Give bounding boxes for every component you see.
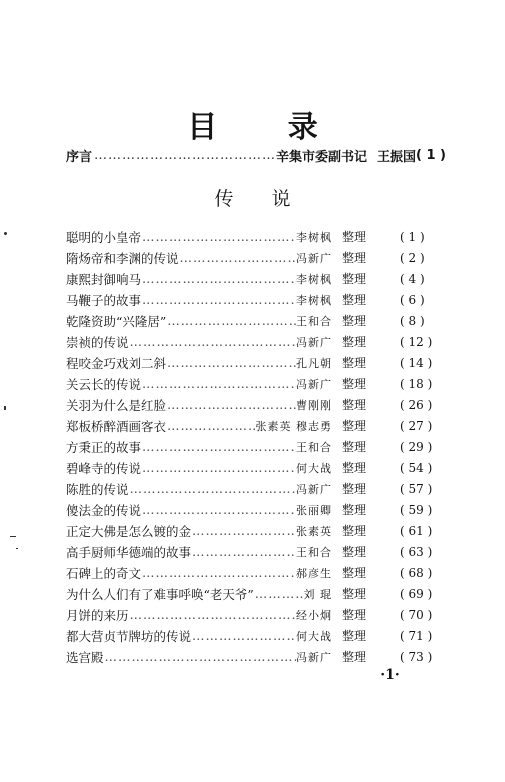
entry-title: 隋炀帝和李渊的传说 (66, 250, 179, 266)
toc-entry (66, 289, 442, 310)
entry-role: 整理 (342, 398, 367, 412)
entry-author: 何大战 (296, 629, 332, 643)
entry-title: 都大营贞节牌坊的传说 (66, 628, 192, 644)
leader-dots (166, 397, 296, 412)
entry-page: ( 71 ) (400, 628, 433, 643)
entry-page: ( 68 ) (400, 565, 433, 580)
entry-title: 月饼的来历 (66, 607, 129, 623)
entry-role: 整理 (342, 251, 367, 265)
leader-dots (129, 481, 296, 496)
entry-title: 石碑上的奇文 (66, 565, 142, 581)
toc-entry (66, 646, 442, 667)
entry-author: 冯新广 (296, 650, 332, 664)
leader-dots (179, 250, 296, 265)
toc-entry (66, 520, 442, 541)
entry-page: ( 27 ) (400, 418, 433, 433)
toc-entry (66, 478, 442, 499)
preface-label: 序言 (66, 149, 93, 165)
toc-entry (66, 625, 442, 646)
toc-entry (66, 268, 442, 289)
entry-page: ( 1 ) (400, 229, 425, 244)
entry-title: 崇祯的传说 (66, 334, 129, 350)
leader-dots (141, 292, 296, 307)
entry-page: ( 14 ) (400, 355, 433, 370)
entry-author: 张素英 (296, 524, 332, 538)
entry-role: 整理 (342, 650, 367, 664)
entry-author: 经小炯 (296, 608, 332, 622)
toc-entry (66, 457, 442, 478)
toc-entry (66, 499, 442, 520)
entry-page: ( 6 ) (400, 292, 425, 307)
entry-role: 整理 (342, 545, 367, 559)
entry-page: ( 57 ) (400, 481, 433, 496)
entry-title: 为什么人们有了难事呼唤“老天爷” (66, 586, 254, 602)
entry-role: 整理 (342, 608, 367, 622)
entry-role: 整理 (342, 314, 367, 328)
entry-role: 整理 (342, 356, 367, 370)
toc-entry (66, 310, 442, 331)
entry-title: 关羽为什么是红脸 (66, 397, 167, 413)
entry-page: ( 4 ) (400, 271, 425, 286)
entry-author: 王和合 (296, 545, 332, 559)
entry-author: 王和合 (296, 440, 332, 454)
toc-entry (66, 394, 442, 415)
scan-speck (16, 548, 18, 549)
entry-page: ( 2 ) (400, 250, 425, 265)
entry-role: 整理 (342, 335, 367, 349)
toc-entry (66, 436, 442, 457)
preface-author-role: 辛集市委副书记 (275, 149, 367, 165)
entry-title: 郑板桥醉酒画客衣 (66, 418, 167, 434)
toc-entry (66, 541, 442, 562)
leader-dots (141, 502, 296, 517)
leader-dots (141, 376, 296, 391)
entry-role: 整理 (342, 566, 367, 580)
leader-dots (254, 586, 304, 601)
leader-dots (166, 355, 296, 370)
page-number: ·1· (380, 667, 400, 683)
entry-author: 张丽卿 (296, 503, 332, 517)
entry-role: 整理 (342, 230, 367, 244)
entry-title: 选宫殿 (66, 649, 104, 665)
entry-author: 曹刚刚 (296, 398, 332, 412)
leader-dots (129, 334, 296, 349)
entry-title: 程咬金巧戏刘二斜 (66, 355, 167, 371)
leader-dots (104, 649, 296, 664)
leader-dots (141, 460, 296, 475)
entry-author: 王和合 (296, 314, 332, 328)
toc-entry (66, 247, 442, 268)
entry-page: ( 59 ) (400, 502, 433, 517)
toc-entry (66, 331, 442, 352)
entry-role: 整理 (342, 419, 367, 433)
leader-dots (141, 439, 296, 454)
entry-page: ( 63 ) (400, 544, 433, 559)
leader-dots (129, 607, 296, 622)
entry-role: 整理 (342, 503, 367, 517)
toc-entry (66, 415, 442, 436)
entry-title: 康熙封御响马 (66, 271, 142, 287)
scan-speck (4, 232, 7, 235)
entry-author: 冯新广 (296, 251, 332, 265)
entry-author: 李树枫 (296, 272, 332, 286)
entry-author: 何大战 (296, 461, 332, 475)
toc-entry (66, 604, 442, 625)
entry-author: 刘 琨 (303, 587, 332, 601)
entry-author: 郝彦生 (296, 566, 332, 580)
section-title: 传 说 (214, 188, 307, 210)
entry-role: 整理 (342, 587, 367, 601)
entry-page: ( 26 ) (400, 397, 433, 412)
preface-page: ( 1 ) (416, 147, 446, 163)
toc-entry (66, 226, 442, 247)
entry-title: 关云长的传说 (66, 376, 142, 392)
entry-role: 整理 (342, 440, 367, 454)
entry-title: 方秉正的故事 (66, 439, 142, 455)
entry-author: 孔凡朝 (296, 356, 332, 370)
entry-page: ( 12 ) (400, 334, 433, 349)
entry-author: 冯新广 (296, 335, 332, 349)
entry-role: 整理 (342, 377, 367, 391)
entry-page: ( 73 ) (400, 649, 433, 664)
entry-title: 傻法金的传说 (66, 502, 142, 518)
entry-role: 整理 (342, 272, 367, 286)
entry-author: 冯新广 (296, 482, 332, 496)
entry-author: 张素英 穆志勇 (255, 419, 332, 433)
leader-dots (92, 148, 276, 163)
entry-role: 整理 (342, 293, 367, 307)
toc-entry (66, 352, 442, 373)
leader-dots (191, 628, 296, 643)
leader-dots (141, 229, 296, 244)
entry-title: 陈胜的传说 (66, 481, 129, 497)
page-title: 目 录 (187, 110, 348, 145)
entry-page: ( 69 ) (400, 586, 433, 601)
scan-speck (4, 406, 6, 410)
entry-page: ( 8 ) (400, 313, 425, 328)
toc-list (66, 226, 442, 667)
entry-page: ( 54 ) (400, 460, 433, 475)
leader-dots (141, 565, 296, 580)
entry-role: 整理 (342, 482, 367, 496)
leader-dots (141, 271, 296, 286)
entry-title: 正定大佛是怎么镀的金 (66, 523, 192, 539)
toc-entry (66, 562, 442, 583)
entry-author: 李树枫 (296, 293, 332, 307)
entry-page: ( 70 ) (400, 607, 433, 622)
preface-author: 王振国 (377, 149, 417, 165)
entry-role: 整理 (342, 524, 367, 538)
preface-entry (66, 146, 446, 164)
leader-dots (166, 418, 255, 433)
entry-page: ( 29 ) (400, 439, 433, 454)
toc-entry (66, 373, 442, 394)
entry-author: 李树枫 (296, 230, 332, 244)
entry-title: 聪明的小皇帝 (66, 229, 142, 245)
entry-author: 冯新广 (296, 377, 332, 391)
entry-role: 整理 (342, 629, 367, 643)
entry-role: 整理 (342, 461, 367, 475)
entry-title: 乾隆资助“兴隆居” (66, 313, 167, 329)
entry-title: 碧峰寺的传说 (66, 460, 142, 476)
scan-speck (10, 536, 16, 537)
entry-page: ( 61 ) (400, 523, 433, 538)
toc-entry (66, 583, 442, 604)
leader-dots (166, 313, 296, 328)
leader-dots (191, 544, 296, 559)
entry-title: 高手厨师华德端的故事 (66, 544, 192, 560)
entry-title: 马鞭子的故事 (66, 292, 142, 308)
entry-page: ( 18 ) (400, 376, 433, 391)
leader-dots (191, 523, 296, 538)
